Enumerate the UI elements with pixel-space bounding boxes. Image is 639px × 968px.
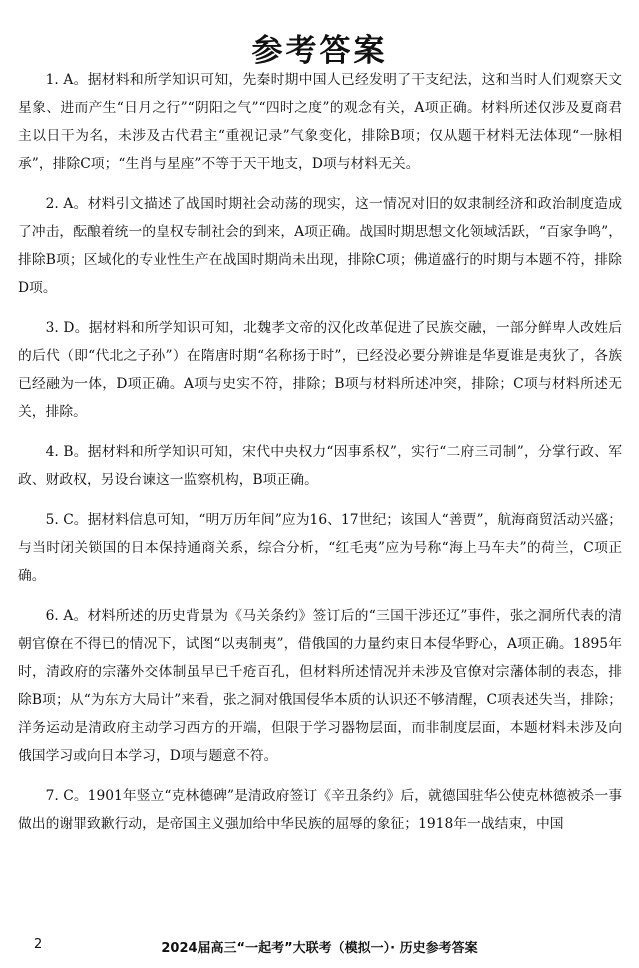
answer-2: 2. A。材料引文描述了战国时期社会动荡的现实，这一情况对旧的奴隶制经济和政治制度造成了冲击，酝酿着统一的皇权专制社会的到来，A项正确。战国时期思想文化领域活跃，“百家争鸣”，排除B项；区域化的专业性生产在战国时期尚未出现，排除C项；佛道盛行的时期与本题不符，排除D项。 xyxy=(18,196,622,296)
answer-7: 7. C。1901年竖立“克林德碑”是清政府签订《辛丑条约》后，就德国驻华公使克林德被杀一事做出的谢罪致歉行动，是帝国主义强加给中华民族的屈辱的象征；1918年一战结束，中国 xyxy=(18,788,622,832)
answer-6: 6. A。材料所述的历史背景为《马关条约》签订后的“三国干涉还辽”事件，张之洞所代表的清朝官僚在不得已的情况下，试图“以夷制夷”，借俄国的力量约束日本侵华野心，A项正确。1895年时，清政府的宗藩外交体制虽早已千疮百孔，但材料所述情况并未涉及官僚对宗藩体制的表态，排除B项；从“为东方大局计”来看，张之洞对俄国侵华本质的认识还不够清醒，C项表述失当，排除；洋务运动是清政府主动学习西方的开端，但限于学习器物层面，而非制度层面，本题材料未涉及向俄国学习或向日本学习，D项与题意不符。 xyxy=(18,608,622,764)
answer-list xyxy=(18,66,622,850)
answer-1: 1. A。据材料和所学知识可知，先秦时期中国人已经发明了干支纪法，这和当时人们观察天文星象、进而产生“日月之行”“阴阳之气”“四时之度”的观念有关，A项正确。材料所述仅涉及夏商君主以日干为名，未涉及古代君主“重视记录”气象变化，排除B项；仅从题干材料无法体现“一脉相承”，排除C项；“生肖与星座”不等于天干地支，D项与材料无关。 xyxy=(18,72,622,172)
page-footer xyxy=(0,935,639,957)
answer-5: 5. C。据材料信息可知，“明万历年间”应为16、17世纪；该国人“善贾”，航海商贸活动兴盛；与当时闭关锁国的日本保持通商关系，综合分析，“红毛夷”应为号称“海上马车夫”的荷兰，C项正确。 xyxy=(18,512,622,584)
answer-3: 3. D。据材料和所学知识可知，北魏孝文帝的汉化改革促进了民族交融，一部分鲜卑人改姓后的后代（即“代北之子孙”）在隋唐时期“名称扬于时”，已经没必要分辨谁是华夏谁是夷狄了，各族已经融为一体，D项正确。A项与史实不符，排除；B项与材料所述冲突，排除；C项与材料所述无关，排除。 xyxy=(18,320,622,420)
page-title: 参考答案 xyxy=(251,32,388,69)
page-number: 2 xyxy=(34,937,43,952)
footer-title: 2024届高三“一起考”大联考（模拟一）· 历史参考答案 xyxy=(161,941,478,956)
answer-4: 4. B。据材料和所学知识可知，宋代中央权力“因事系权”，实行“二府三司制”，分掌行政、军政、财政权，另设台谏这一监察机构，B项正确。 xyxy=(18,444,622,488)
